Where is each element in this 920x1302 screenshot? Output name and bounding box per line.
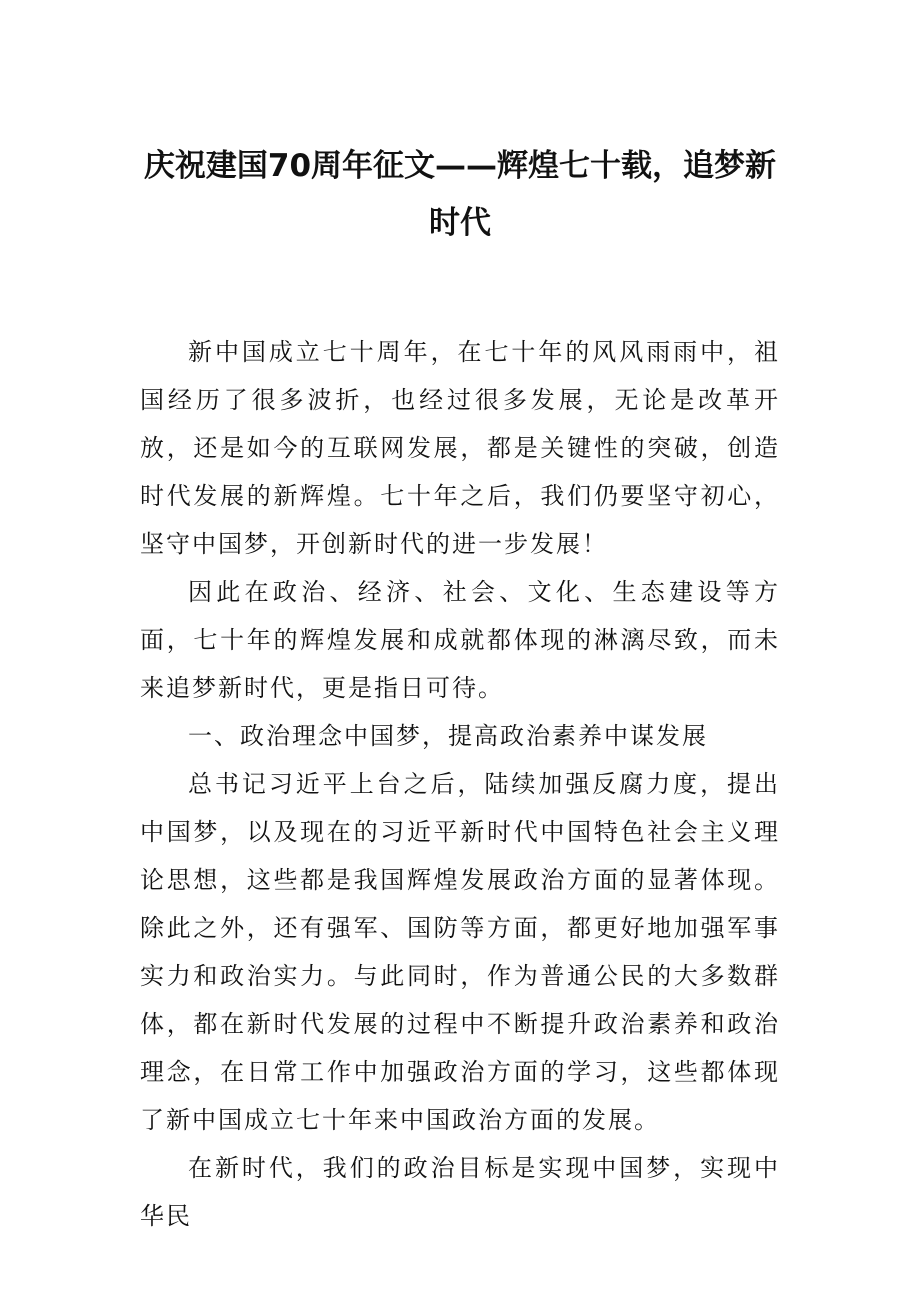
document-title: 庆祝建国70周年征文——辉煌七十载，追梦新时代 <box>143 148 777 241</box>
paragraph-overview: 因此在政治、经济、社会、文化、生态建设等方面，七十年的辉煌发展和成就都体现的淋漓尽致，而未来追梦新时代，更是指日可待。 <box>140 578 780 702</box>
paragraph-intro: 新中国成立七十周年，在七十年的风风雨雨中，祖国经历了很多波折，也经过很多发展，无论是改革开放，还是如今的互联网发展，都是关键性的突破，创造时代发展的新辉煌。七十年之后，我们仍要坚守初心，坚守中国梦，开创新时代的进一步发展！ <box>140 338 780 558</box>
paragraph-new-era: 在新时代，我们的政治目标是实现中国梦，实现中华民 <box>140 1154 780 1230</box>
paragraph-politics: 总书记习近平上台之后，陆续加强反腐力度，提出中国梦，以及现在的习近平新时代中国特色社会主义理论思想，这些都是我国辉煌发展政治方面的显著体现。除此之外，还有强军、国防等方面，都更好地加强军事实力和政治实力。与此同时，作为普通公民的大多数群体，都在新时代发展的过程中不断提升政治素养和政治理念，在日常工作中加强政治方面的学习，这些都体现了新中国成立七十年来中国政治方面的发展。 <box>140 770 780 1134</box>
section-heading-politics: 一、政治理念中国梦，提高政治素养中谋发展 <box>188 722 708 750</box>
document-body <box>140 328 780 1240</box>
